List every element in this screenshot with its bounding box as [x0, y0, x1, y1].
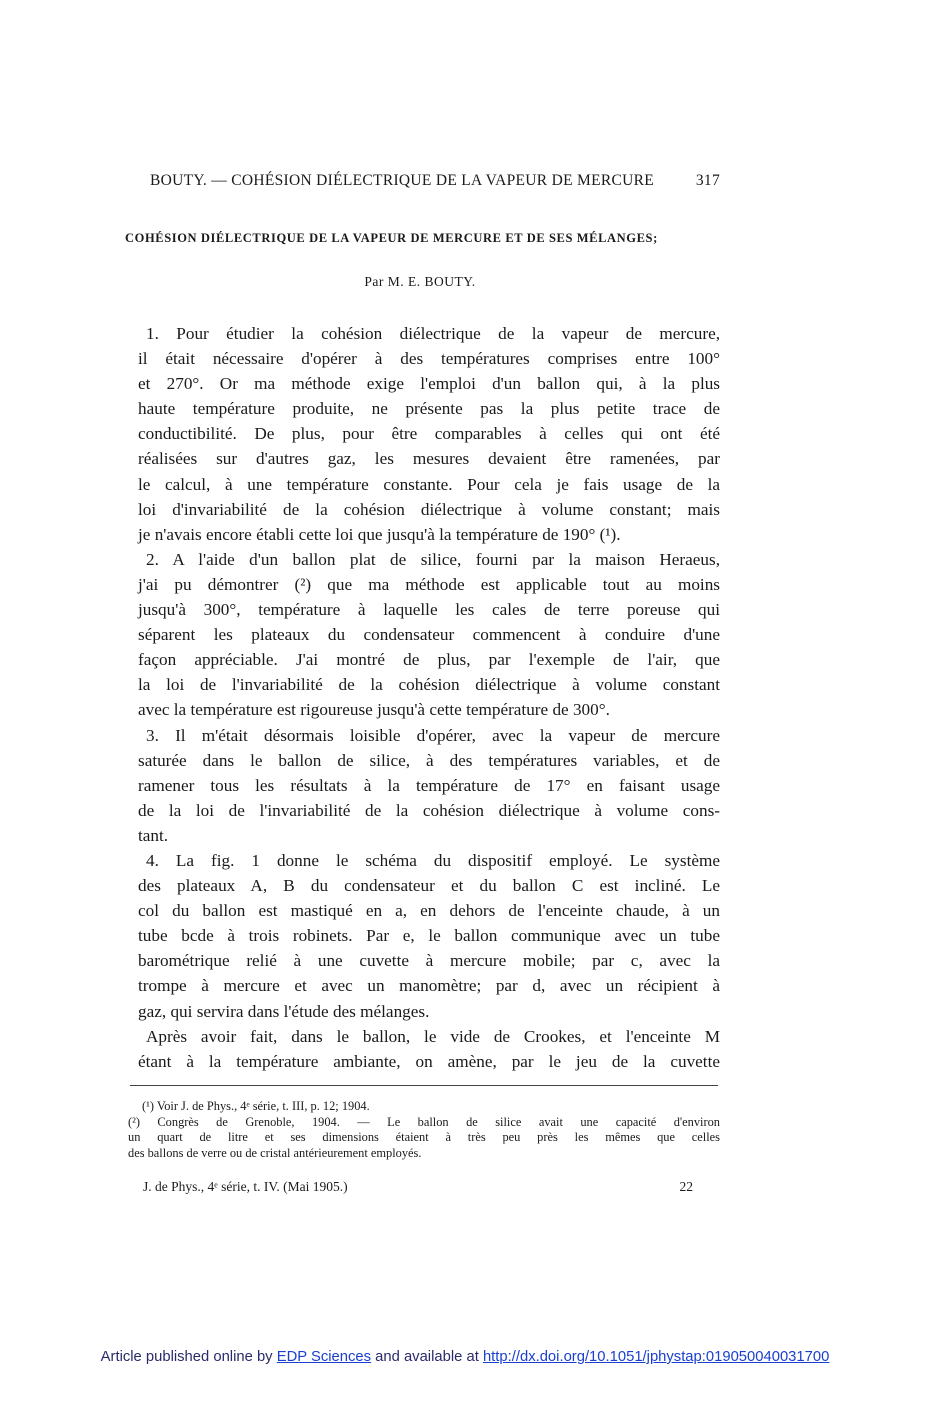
body-line: des plateaux A, B du condensateur et du ballon C est incliné. Le [138, 876, 720, 896]
body-line: 2. A l'aide d'un ballon plat de silice, fourni par la maison Heraeus, [146, 549, 720, 569]
edp-sciences-link[interactable]: EDP Sciences [276, 1349, 372, 1365]
footnote-2-cont: un quart de litre et ses dimensions étaient à très peu près les mêmes que celles [128, 1130, 720, 1144]
running-head-title: BOUTY. — COHÉSION DIÉLECTRIQUE DE LA VAPEUR DE MERCURE [150, 172, 655, 189]
page-footer [143, 1179, 693, 1195]
publisher-prefix: Article published online by [100, 1349, 273, 1365]
body-line: haute température produite, ne présente pas la plus petite trace de [138, 399, 720, 419]
doi-link[interactable]: http://dx.doi.org/10.1051/jphystap:019050040031700 [482, 1349, 830, 1365]
publisher-note [0, 1349, 930, 1365]
body-line: tant. [138, 825, 169, 845]
body-line: il était nécessaire d'opérer à des températures comprises entre 100° [138, 349, 720, 369]
body-line: barométrique relié à une cuvette à mercure mobile; par c, avec la [138, 951, 720, 971]
footnote-2: (²) Congrès de Grenoble, 1904. — Le ballon de silice avait une capacité d'environ [128, 1114, 720, 1129]
body-line: je n'avais encore établi cette loi que jusqu'à la température de 190° (¹). [138, 524, 621, 544]
body-line: étant à la température ambiante, on amène, par le jeu de la cuvette [138, 1051, 720, 1071]
body-line: et 270°. Or ma méthode exige l'emploi d'un ballon qui, à la plus [138, 374, 720, 394]
signature-number: 22 [679, 1179, 693, 1194]
body-line: la loi de l'invariabilité de la cohésion diélectrique à volume constant [138, 675, 720, 695]
body-line: jusqu'à 300°, température à laquelle les cales de terre poreuse qui [138, 600, 720, 620]
body-line: loi d'invariabilité de la cohésion diélectrique à volume constant; mais [138, 499, 720, 519]
journal-citation: J. de Phys., 4ᵉ série, t. IV. (Mai 1905.) [143, 1179, 348, 1194]
body-line: séparent les plateaux du condensateur commencent à conduire d'une [138, 625, 720, 645]
body-line: 1. Pour étudier la cohésion diélectrique de la vapeur de mercure, [146, 324, 720, 343]
body-line: j'ai pu démontrer (²) que ma méthode est applicable tout au moins [138, 574, 720, 594]
body-line: 3. Il m'était désormais loisible d'opérer, avec la vapeur de mercure [146, 725, 720, 745]
body-line: ramener tous les résultats à la température de 17° en faisant usage [138, 775, 720, 795]
body-line: réalisées sur d'autres gaz, les mesures devaient être ramenées, par [138, 449, 720, 469]
body-line: le calcul, à une température constante. Pour cela je fais usage de la [138, 474, 720, 494]
body-line: col du ballon est mastiqué en a, en dehors de l'enceinte chaude, à un [138, 901, 720, 921]
body-line: de la loi de l'invariabilité de la cohésion diélectrique à volume cons- [138, 800, 720, 820]
body-line: tube bcde à trois robinets. Par e, le ballon communique avec un tube [138, 926, 720, 946]
body-line: saturée dans le ballon de silice, à des températures variables, et de [138, 750, 720, 770]
footnotes [128, 1099, 720, 1161]
body-line: 4. La fig. 1 donne le schéma du dispositif employé. Le système [146, 850, 720, 870]
author-line: Par M. E. BOUTY. [364, 274, 476, 289]
body-line: gaz, qui servira dans l'étude des mélanges. [138, 1001, 430, 1021]
running-head [150, 172, 720, 190]
footnote-divider [130, 1085, 718, 1086]
article-title: COHÉSION DIÉLECTRIQUE DE LA VAPEUR DE MERCURE ET DE SES MÉLANGES; [125, 231, 658, 245]
body-text [138, 321, 720, 1074]
body-line: trompe à mercure et avec un manomètre; par d, avec un récipient à [138, 976, 720, 996]
body-line: avec la température est rigoureuse jusqu'à cette température de 300°. [138, 700, 610, 720]
page-number: 317 [695, 172, 720, 189]
publisher-middle: and available at [375, 1349, 479, 1365]
body-line: façon appréciable. J'ai montré de plus, par l'exemple de l'air, que [138, 650, 720, 670]
body-line: Après avoir fait, dans le ballon, le vide de Crookes, et l'enceinte M [146, 1026, 720, 1046]
footnote-2-end: des ballons de verre ou de cristal antérieurement employés. [128, 1145, 422, 1160]
body-line: conductibilité. De plus, pour être comparables à celles qui ont été [138, 424, 720, 444]
footnote-1: (¹) Voir J. de Phys., 4ᵉ série, t. III, p. 12; 1904. [142, 1099, 370, 1113]
